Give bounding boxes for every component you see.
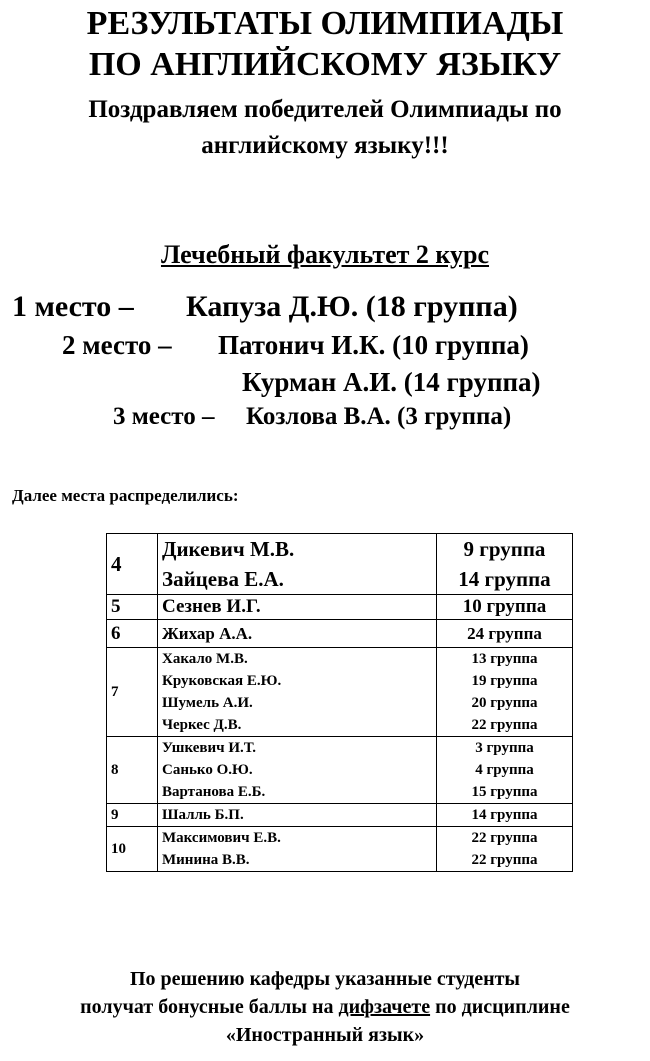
place-3-winner: Козлова В.А. (3 группа) [246,403,512,430]
student-name: Дикевич М.В. [162,537,295,561]
footer-line-2-end: по дисциплине [430,996,570,1018]
table-row [107,648,573,737]
groups-cell [437,827,573,872]
student-name: Минина В.В. [162,852,250,868]
title-line-1: РЕЗУЛЬТАТЫ ОЛИМПИАДЫ [86,5,564,42]
table-row [107,827,573,872]
rank-cell: 9 [107,804,158,827]
names-cell [158,534,437,595]
footer-line-1: По решению кафедры указанные студенты [129,968,521,990]
groups-cell [437,595,573,620]
congrats-line-2: английскому языку!!! [201,132,449,159]
groups-cell [437,534,573,595]
footer-line-3: «Иностранный язык» [225,1024,425,1046]
group-value: 15 группа [471,784,538,800]
group-value: 22 группа [471,852,538,868]
footer-line-2 [0,994,650,1021]
group-value: 10 группа [462,596,547,617]
student-name: Шалль Б.П. [162,807,244,823]
results-table [106,533,573,872]
groups-cell [437,620,573,648]
footer-line-2-start: получат бонусные баллы на [80,996,339,1018]
group-value: 24 группа [467,624,542,643]
congrats-line-1: Поздравляем победителей Олимпиады по [88,96,562,123]
place-2-label: 2 место – [62,330,172,360]
rank-cell: 4 [107,534,158,595]
student-name: Шумель А.И. [162,695,253,711]
names-cell [158,595,437,620]
title-line-2: ПО АНГЛИЙСКОМУ ЯЗЫКУ [88,46,562,83]
group-value: 22 группа [471,830,538,846]
group-value: 22 группа [471,717,538,733]
table-row [107,620,573,648]
table-row [107,737,573,804]
student-name: Сезнев И.Г. [162,596,261,617]
student-name: Хакало М.В. [162,651,248,667]
rank-cell: 10 [107,827,158,872]
group-value: 9 группа [463,537,546,561]
group-value: 20 группа [471,695,538,711]
names-cell [158,620,437,648]
rank-cell: 5 [107,595,158,620]
group-value: 19 группа [471,673,538,689]
rank-cell: 7 [107,648,158,737]
names-cell [158,827,437,872]
student-name: Круковская Е.Ю. [162,673,282,689]
names-cell [158,804,437,827]
place-1-winner: Капуза Д.Ю. (18 группа) [186,290,518,323]
names-cell [158,648,437,737]
student-name: Ушкевич И.Т. [162,740,256,756]
group-value: 4 группа [475,762,534,778]
faculty-heading: Лечебный факультет 2 курс [160,240,490,269]
place-1-label: 1 место – [12,290,134,323]
place-2-winner: Патонич И.К. (10 группа) [218,330,529,360]
student-name: Максимович Е.В. [162,830,281,846]
footer-underlined-term: дифзачете [338,996,431,1018]
group-value: 3 группа [475,740,534,756]
student-name: Жихар А.А. [162,624,253,643]
groups-cell [437,737,573,804]
place-2-winner-b: Курман А.И. (14 группа) [242,367,541,397]
student-name: Черкес Д.В. [162,717,242,733]
student-name: Санько О.Ю. [162,762,253,778]
table-row [107,534,573,595]
groups-cell [437,648,573,737]
names-cell [158,737,437,804]
student-name: Вартанова Е.Б. [162,784,266,800]
group-value: 14 группа [458,567,551,591]
further-places-label: Далее места распределились: [12,486,239,505]
group-value: 14 группа [471,807,538,823]
rank-cell: 6 [107,620,158,648]
table-row [107,595,573,620]
groups-cell [437,804,573,827]
student-name: Зайцева Е.А. [162,567,284,591]
table-row [107,804,573,827]
place-3-label: 3 место – [113,403,215,430]
group-value: 13 группа [471,651,538,667]
rank-cell: 8 [107,737,158,804]
